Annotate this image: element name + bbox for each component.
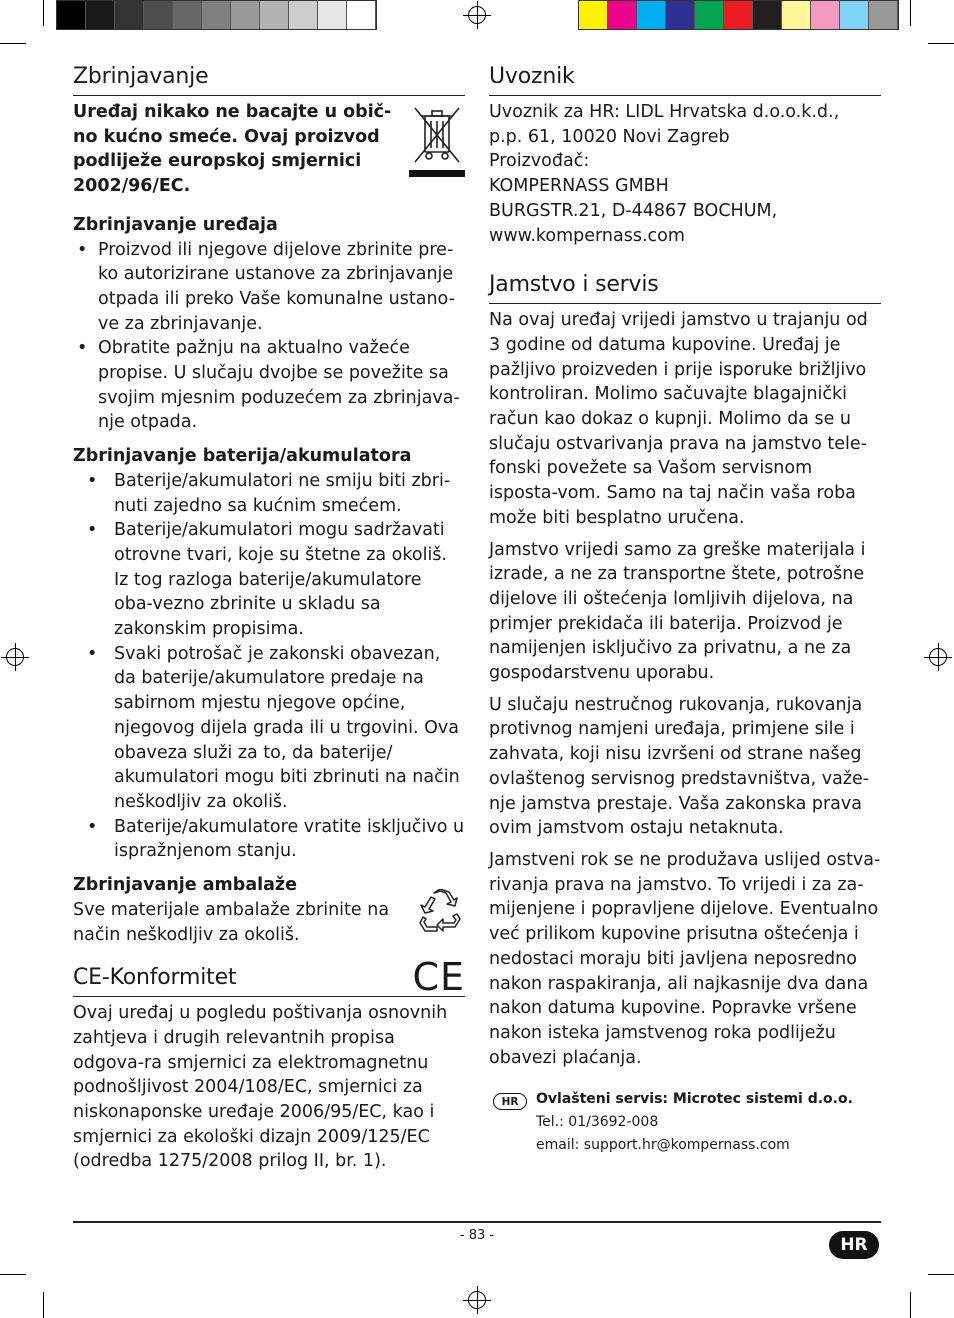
registration-mark-icon <box>929 648 947 666</box>
color-swatch <box>637 1 666 29</box>
color-swatch <box>347 1 376 29</box>
importer-line: Uvoznik za HR: LIDL Hrvatska d.o.o.k.d., <box>489 102 840 122</box>
color-swatch <box>57 1 86 29</box>
color-swatch <box>202 1 231 29</box>
color-swatch <box>231 1 260 29</box>
importer-website: www.kompernass.com <box>489 225 685 246</box>
list-item: • Proizvod ili njegove dijelove zbrinite pre-ko autorizirane ustanove za zbrinjavanje otpada ili preko Vaše komunalne ustano-ve za zbrinjavanje. <box>73 238 465 337</box>
disposal-title: Zbrinjavanje <box>73 64 465 96</box>
color-swatch <box>260 1 289 29</box>
ce-section <box>73 955 465 1174</box>
service-email: email: support.hr@kompernass.com <box>536 1137 790 1154</box>
ce-mark-icon: CE <box>412 955 465 1000</box>
registration-mark-icon <box>6 648 24 666</box>
color-swatch <box>608 1 637 29</box>
list-item: • Baterije/akumulatore vratite isključivo u ispražnjenom stanju. <box>73 815 465 864</box>
list-item: • Obratite pažnju na aktualno važeće propise. U slučaju dvojbe se povežite sa svojim mjesnim poduzećem za zbrinjava-nje otpada. <box>73 336 465 435</box>
service-name: Ovlašteni servis: Microtec sistemi d.o.o. <box>536 1091 853 1108</box>
importer-line: Proizvođač: <box>489 151 590 172</box>
packaging-disposal-line: Sve materijale ambalaže zbrinite na <box>73 899 390 920</box>
color-swatch <box>318 1 347 29</box>
warranty-paragraph: Jamstveni rok se ne produžava uslijed ostva-rivanja prava na jamstvo. To vrijedi i za za-mijenjene i popravljene dijelove. Eventualno već prilikom kupovine prisutna oštećenja i nedostaci moraju biti javljena neposredno nakon raspakiranja, ali najkasnije dva dana nakon datuma kupovine. Popravke vršene nakon isteka jamstvenog roka podliježu obavezi plaćanja. <box>489 849 881 1068</box>
ce-title: CE-Konformitet <box>73 965 465 997</box>
crop-mark <box>928 43 954 44</box>
battery-disposal-list <box>73 469 465 864</box>
warranty-text <box>489 308 881 1070</box>
color-swatch <box>86 1 115 29</box>
packaging-disposal-heading: Zbrinjavanje ambalaže <box>73 875 297 896</box>
crop-mark <box>43 1292 44 1318</box>
disposal-intro <box>73 100 465 199</box>
color-swatch <box>782 1 811 29</box>
color-calibration-bar <box>578 0 899 30</box>
disposal-intro-line: Uređaj nikako ne bacajte u obič- <box>73 102 392 122</box>
color-swatch <box>811 1 840 29</box>
packaging-disposal-line: način neškodljiv za okoliš. <box>73 924 300 945</box>
grayscale-calibration-bar <box>56 0 377 30</box>
disposal-intro-line: no kućno smeće. Ovaj proizvod <box>73 126 380 147</box>
ce-text: Ovaj uređaj u pogledu poštivanja osnovnih zahtjeva i drugih relevantnih propisa odgova-ra smjernici za elektromagnetnu podnošljivost 2004/108/EC, smjernici za niskonaponske uređaje 2006/95/EC, kao i smjernici za ekološki dizajn 2009/125/EC (odredba 1275/2008 prilog II, br. 1). <box>73 1003 448 1172</box>
warranty-paragraph: Jamstvo vrijedi samo za greške materijala i izrade, a ne za transportne štete, potrošne dijelove ili oštećenja lomljivih dijelova, na primjer prekidača ili baterija. Proizvod je namijenjen isključivo za privatnu, a ne za gospodarstvenu uporabu. <box>489 539 866 684</box>
crop-mark <box>910 1292 911 1318</box>
crossed-out-bin-icon <box>409 104 465 178</box>
service-contact <box>489 1088 881 1157</box>
service-phone: Tel.: 01/3692-008 <box>536 1114 659 1131</box>
color-swatch <box>869 1 898 29</box>
list-item: • Baterije/akumulatori ne smiju biti zbri-nuti zajedno sa kućnim smećem. <box>73 469 465 518</box>
country-badge: HR <box>493 1093 527 1110</box>
importer-line: KOMPERNASS GMBH <box>489 176 669 197</box>
crop-mark <box>0 43 26 44</box>
footer-rule <box>73 1221 881 1223</box>
registration-mark-icon <box>468 1291 486 1309</box>
warranty-paragraph: U slučaju nestručnog rukovanja, rukovanja protivnog namjeni uređaja, primjene sile i zahvata, koji nisu izvršeni od strane našeg ovlaštenog servisnog predstavništva, važe-nje jamstva prestaje. Vaša zakonska prava ovim jamstvom ostaju netaknuta. <box>489 694 870 839</box>
registration-mark-icon <box>468 6 486 24</box>
crop-mark <box>0 1274 26 1275</box>
device-disposal-heading: Zbrinjavanje uređaja <box>73 214 278 235</box>
recycle-icon <box>417 889 463 933</box>
importer-address <box>489 100 881 248</box>
disposal-intro-line: podliježe europskoj smjernici <box>73 151 362 172</box>
color-swatch <box>289 1 318 29</box>
page-number: - 83 - <box>459 1228 495 1243</box>
packaging-disposal <box>73 873 465 947</box>
importer-line: p.p. 61, 10020 Novi Zagreb <box>489 126 730 147</box>
language-badge: HR <box>829 1231 879 1259</box>
right-column <box>489 64 881 1157</box>
device-disposal-list <box>73 238 465 436</box>
color-swatch <box>579 1 608 29</box>
crop-mark <box>928 1274 954 1275</box>
list-item: • Svaki potrošač je zakonski obavezan, da baterije/akumulatore predaje na sabirnom mjestu njegove općine, njegovog dijela grada ili u trgovini. Ova obaveza služi za to, da baterije/ akumulatori mogu biti zbrinuti na način neškodljiv za okoliš. <box>73 642 465 815</box>
left-column <box>73 64 465 1174</box>
crop-mark <box>910 0 911 26</box>
importer-line: BURGSTR.21, D-44867 BOCHUM, <box>489 200 778 221</box>
warranty-title: Jamstvo i servis <box>489 272 881 304</box>
color-swatch <box>724 1 753 29</box>
color-swatch <box>173 1 202 29</box>
importer-title: Uvoznik <box>489 64 881 96</box>
warranty-paragraph: Na ovaj uređaj vrijedi jamstvo u trajanju od 3 godine od datuma kupovine. Uređaj je pažljivo proizveden i prije isporuke brižljivo kontroliran. Molimo sačuvajte blagajnički račun kao dokaz o kupnji. Molimo da se u slučaju ostvarivanja prava na jamstvo tele-fonski povežete sa Vašom servisnom isposta-vom. Samo na taj način vaša roba može biti besplatno uručena. <box>489 310 868 528</box>
disposal-intro-line: 2002/96/EC. <box>73 176 191 197</box>
color-swatch <box>115 1 144 29</box>
crop-mark <box>43 0 44 26</box>
list-item: • Baterije/akumulatori mogu sadržavati otrovne tvari, koje su štetne za okoliš. Iz tog razloga baterije/akumulatore oba-vezno zbrinite u skladu sa zakonskim propisima. <box>73 518 465 642</box>
color-swatch <box>753 1 782 29</box>
color-swatch <box>840 1 869 29</box>
battery-disposal-heading: Zbrinjavanje baterija/akumulatora <box>73 446 412 467</box>
color-swatch <box>144 1 173 29</box>
color-swatch <box>666 1 695 29</box>
color-swatch <box>695 1 724 29</box>
